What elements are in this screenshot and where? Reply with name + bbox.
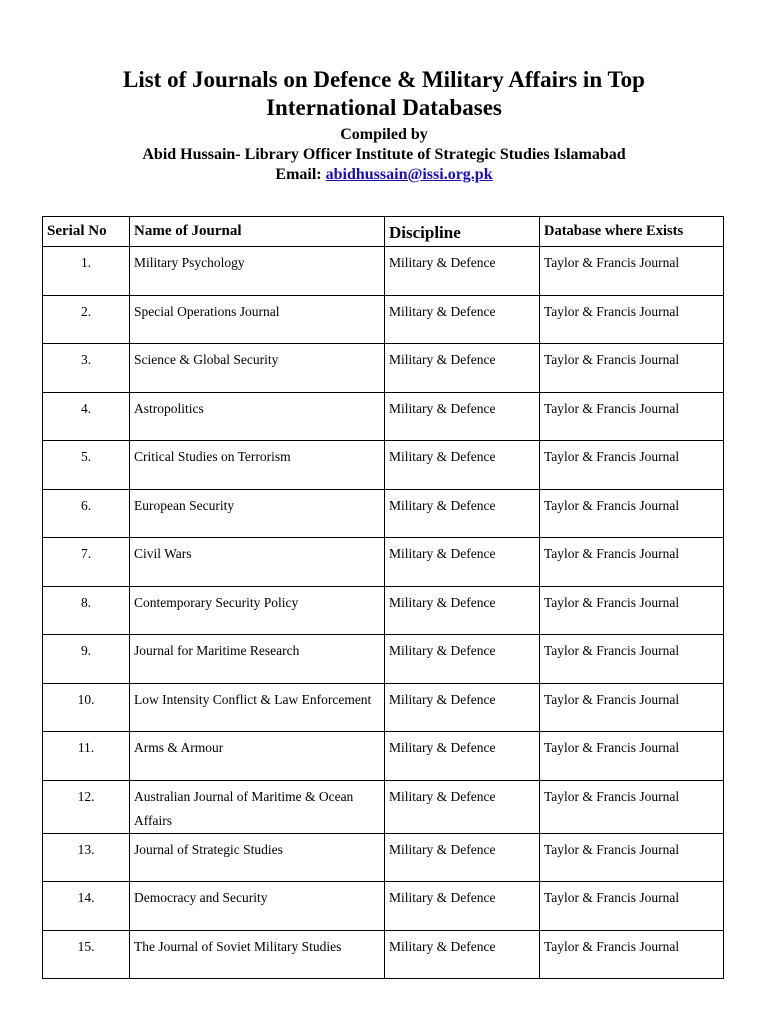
journal-name-cell: Journal of Strategic Studies (130, 833, 385, 882)
journal-name-cell: Low Intensity Conflict & Law Enforcement (130, 683, 385, 732)
serial-cell: 5. (43, 441, 130, 490)
journal-name-cell: Military Psychology (130, 247, 385, 296)
discipline-cell: Military & Defence (385, 683, 540, 732)
journal-name-cell: European Security (130, 489, 385, 538)
discipline-cell: Military & Defence (385, 586, 540, 635)
email-link[interactable]: abidhussain@issi.org.pk (325, 166, 493, 183)
table-header-row (43, 217, 724, 247)
discipline-cell: Military & Defence (385, 780, 540, 833)
table-row (43, 833, 724, 882)
database-cell: Taylor & Francis Journal (540, 247, 724, 296)
table-row (43, 489, 724, 538)
table-row (43, 344, 724, 393)
database-cell: Taylor & Francis Journal (540, 441, 724, 490)
serial-cell: 2. (43, 295, 130, 344)
table-row (43, 586, 724, 635)
header-serial-no: Serial No (43, 217, 130, 247)
table-row (43, 441, 724, 490)
document-header (0, 66, 768, 185)
table-row (43, 538, 724, 587)
document-title (0, 66, 768, 122)
table-row (43, 780, 724, 833)
journal-name-cell: Australian Journal of Maritime & Ocean Affairs (130, 780, 385, 833)
author-line: Abid Hussain- Library Officer Institute of Strategic Studies Islamabad (142, 146, 626, 163)
table-row (43, 392, 724, 441)
database-cell: Taylor & Francis Journal (540, 833, 724, 882)
table-row (43, 930, 724, 979)
discipline-cell: Military & Defence (385, 295, 540, 344)
database-cell: Taylor & Francis Journal (540, 392, 724, 441)
journal-name-cell: Astropolitics (130, 392, 385, 441)
database-cell: Taylor & Francis Journal (540, 780, 724, 833)
journal-name-cell: Journal for Maritime Research (130, 635, 385, 684)
database-cell: Taylor & Francis Journal (540, 882, 724, 931)
serial-cell: 15. (43, 930, 130, 979)
header-discipline: Discipline (385, 217, 540, 247)
table-body (43, 247, 724, 979)
serial-cell: 4. (43, 392, 130, 441)
discipline-cell: Military & Defence (385, 247, 540, 296)
email-label: Email: (275, 166, 326, 183)
database-cell: Taylor & Francis Journal (540, 732, 724, 781)
compiled-by-label: Compiled by (340, 126, 428, 143)
journal-name-cell: Arms & Armour (130, 732, 385, 781)
journal-name-cell: Critical Studies on Terrorism (130, 441, 385, 490)
header-name-of-journal: Name of Journal (130, 217, 385, 247)
table-row (43, 295, 724, 344)
database-cell: Taylor & Francis Journal (540, 586, 724, 635)
serial-cell: 7. (43, 538, 130, 587)
title-line-1: List of Journals on Defence & Military Affairs in Top (123, 67, 645, 92)
serial-cell: 6. (43, 489, 130, 538)
discipline-cell: Military & Defence (385, 344, 540, 393)
discipline-cell: Military & Defence (385, 930, 540, 979)
serial-cell: 3. (43, 344, 130, 393)
serial-cell: 9. (43, 635, 130, 684)
journal-name-cell: Special Operations Journal (130, 295, 385, 344)
serial-cell: 1. (43, 247, 130, 296)
serial-cell: 13. (43, 833, 130, 882)
table-row (43, 635, 724, 684)
table-row (43, 683, 724, 732)
database-cell: Taylor & Francis Journal (540, 635, 724, 684)
serial-cell: 14. (43, 882, 130, 931)
journal-name-cell: Contemporary Security Policy (130, 586, 385, 635)
discipline-cell: Military & Defence (385, 489, 540, 538)
journal-name-cell: Civil Wars (130, 538, 385, 587)
title-line-2: International Databases (266, 95, 502, 120)
discipline-cell: Military & Defence (385, 538, 540, 587)
database-cell: Taylor & Francis Journal (540, 538, 724, 587)
table-row (43, 882, 724, 931)
serial-cell: 12. (43, 780, 130, 833)
discipline-cell: Military & Defence (385, 392, 540, 441)
discipline-cell: Military & Defence (385, 882, 540, 931)
database-cell: Taylor & Francis Journal (540, 489, 724, 538)
table-row (43, 247, 724, 296)
discipline-cell: Military & Defence (385, 635, 540, 684)
discipline-cell: Military & Defence (385, 441, 540, 490)
serial-cell: 8. (43, 586, 130, 635)
journal-name-cell: The Journal of Soviet Military Studies (130, 930, 385, 979)
journal-name-cell: Democracy and Security (130, 882, 385, 931)
table-row (43, 732, 724, 781)
email-line (0, 165, 768, 185)
database-cell: Taylor & Francis Journal (540, 683, 724, 732)
database-cell: Taylor & Francis Journal (540, 295, 724, 344)
database-cell: Taylor & Francis Journal (540, 344, 724, 393)
serial-cell: 10. (43, 683, 130, 732)
serial-cell: 11. (43, 732, 130, 781)
journal-name-cell: Science & Global Security (130, 344, 385, 393)
journals-table (42, 216, 724, 979)
discipline-cell: Military & Defence (385, 732, 540, 781)
discipline-cell: Military & Defence (385, 833, 540, 882)
database-cell: Taylor & Francis Journal (540, 930, 724, 979)
header-database: Database where Exists (540, 217, 724, 247)
